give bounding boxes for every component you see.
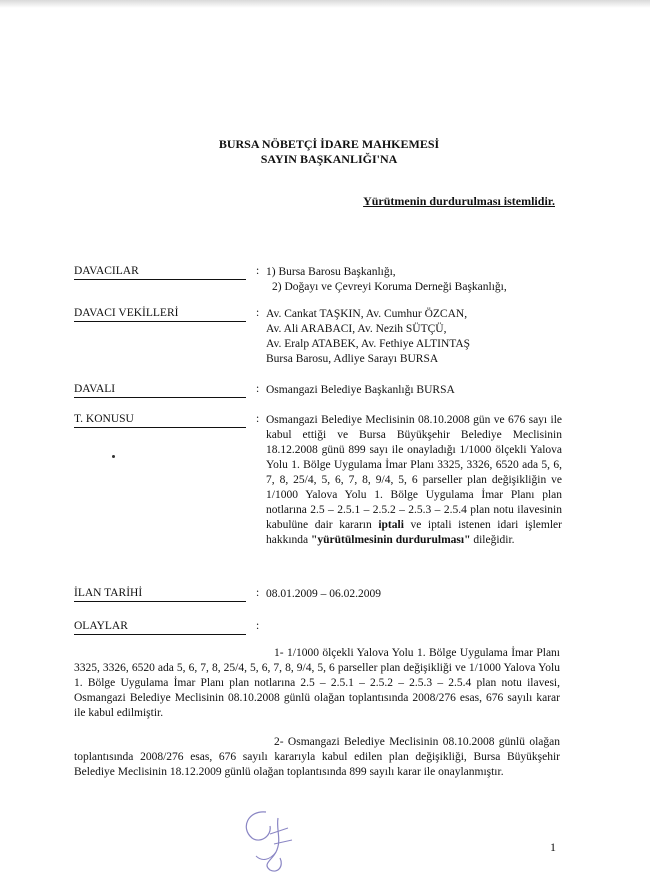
colon: : <box>256 307 260 319</box>
colon: : <box>256 413 260 425</box>
attorney-line: Av. Cankat TAŞKIN, Av. Cumhur ÖZCAN, <box>266 308 468 320</box>
subject-bold-cancel: iptali <box>378 519 404 531</box>
defendant-content: Osmangazi Belediye Başkanlığı BURSA <box>266 384 455 396</box>
event-paragraph-1 <box>74 646 560 721</box>
plaintiffs-label: DAVACILAR <box>74 265 246 280</box>
announcement-label: İLAN TARİHİ <box>74 587 246 602</box>
attorney-line: Bursa Barosu, Adliye Sarayı BURSA <box>266 353 439 365</box>
defendant-label: DAVALI <box>74 383 246 398</box>
subject-note: Yürütmenin durdurulması istemlidir. <box>363 194 555 208</box>
colon: : <box>256 383 260 395</box>
colon: : <box>256 587 260 599</box>
event-paragraph-text: 1- 1/1000 ölçekli Yalova Yolu 1. Bölge Uygulama İmar Planı 3325, 3326, 6520 ada 5, 6, 7, 8, 25/4, 5, 6, 7, 8, 9/4, 5, 6 parseller plan değişikliği ve 1/1000 Yalova Yolu 1. Bölge Uygulama İmar Planı plan notlarına 2.5 – 2.5.1 – 2.5.2 – 2.5.3 – 2.5.4 plan notu ilavesi, Osmangazi Belediye Meclisinin 08.10.2008 günlü olağan toplantısında 2008/276 esas, 676 sayılı karar ile kabul edilmiştir. <box>74 647 560 719</box>
page-number: 1 <box>550 840 556 854</box>
announcement-content: 08.01.2009 – 06.02.2009 <box>266 588 381 600</box>
plaintiffs-content <box>266 265 562 295</box>
court-name: BURSA NÖBETÇİ İDARE MAHKEMESİ <box>218 137 440 151</box>
signature-mark <box>226 800 316 880</box>
events-label: OLAYLAR <box>74 620 246 635</box>
attorneys-label: DAVACI VEKİLLERİ <box>74 307 246 322</box>
scan-edge <box>0 0 650 8</box>
subject-text: Osmangazi Belediye Meclisinin 08.10.2008 gün ve 676 sayı ile kabul ettiği ve Bursa Büyükşehir Belediye Meclisinin 18.12.2008 günü 899 sayı ile onayladığı 1/1000 ölçekli Yalova Yolu 1. Bölge Uygulama İmar Planı 3325, 3326, 6520 ada 5, 6, 7, 8, 25/4, 5, 6, 7, 8, 9/4, 5, 6 parseller plan değişikliğin ve 1/1000 Yalova Yolu 1. Bölge Uygulama İmar Planı plan notlarına 2.5 – 2.5.1 – 2.5.2 – 2.5.3 – 2.5.4 plan notu ilavesinin kabulüne dair kararın <box>266 414 562 531</box>
attorneys-content <box>266 307 562 367</box>
subject-text: dileğidir. <box>470 534 515 546</box>
subject-label: T. KONUSU <box>74 413 246 428</box>
subject-bold-stay: "yürütülmesinin durdurulması" <box>311 534 471 546</box>
attorney-line: Av. Eralp ATABEK, Av. Fethiye ALTINTAŞ <box>266 338 471 350</box>
court-address: SAYIN BAŞKANLIĞI'NA <box>260 152 398 166</box>
colon: : <box>256 620 260 632</box>
attorney-line: Av. Ali ARABACI, Av. Nezih SÜTÇÜ, <box>266 323 447 335</box>
subject-text: ve iptali istenen idari işlemler hakkında <box>266 519 562 546</box>
subject-content <box>266 413 562 548</box>
event-paragraph-text: 2- Osmangazi Belediye Meclisinin 08.10.2008 günlü olağan toplantısında 2008/276 esas, 676 sayılı kararıyla kabul edilen plan değişikliği, Bursa Büyükşehir Belediye Meclisinin 18.12.2009 günlü olağan toplantısında 899 sayılı karar ile onaylanmıştır. <box>74 736 560 778</box>
plaintiff-line: 1) Bursa Barosu Başkanlığı, <box>266 266 396 278</box>
colon: : <box>256 265 260 277</box>
scan-speck <box>112 455 115 458</box>
plaintiff-line: 2) Doğayı ve Çevreyi Koruma Derneği Başkanlığı, <box>272 281 507 293</box>
court-header <box>0 137 650 167</box>
event-paragraph-2 <box>74 735 560 780</box>
